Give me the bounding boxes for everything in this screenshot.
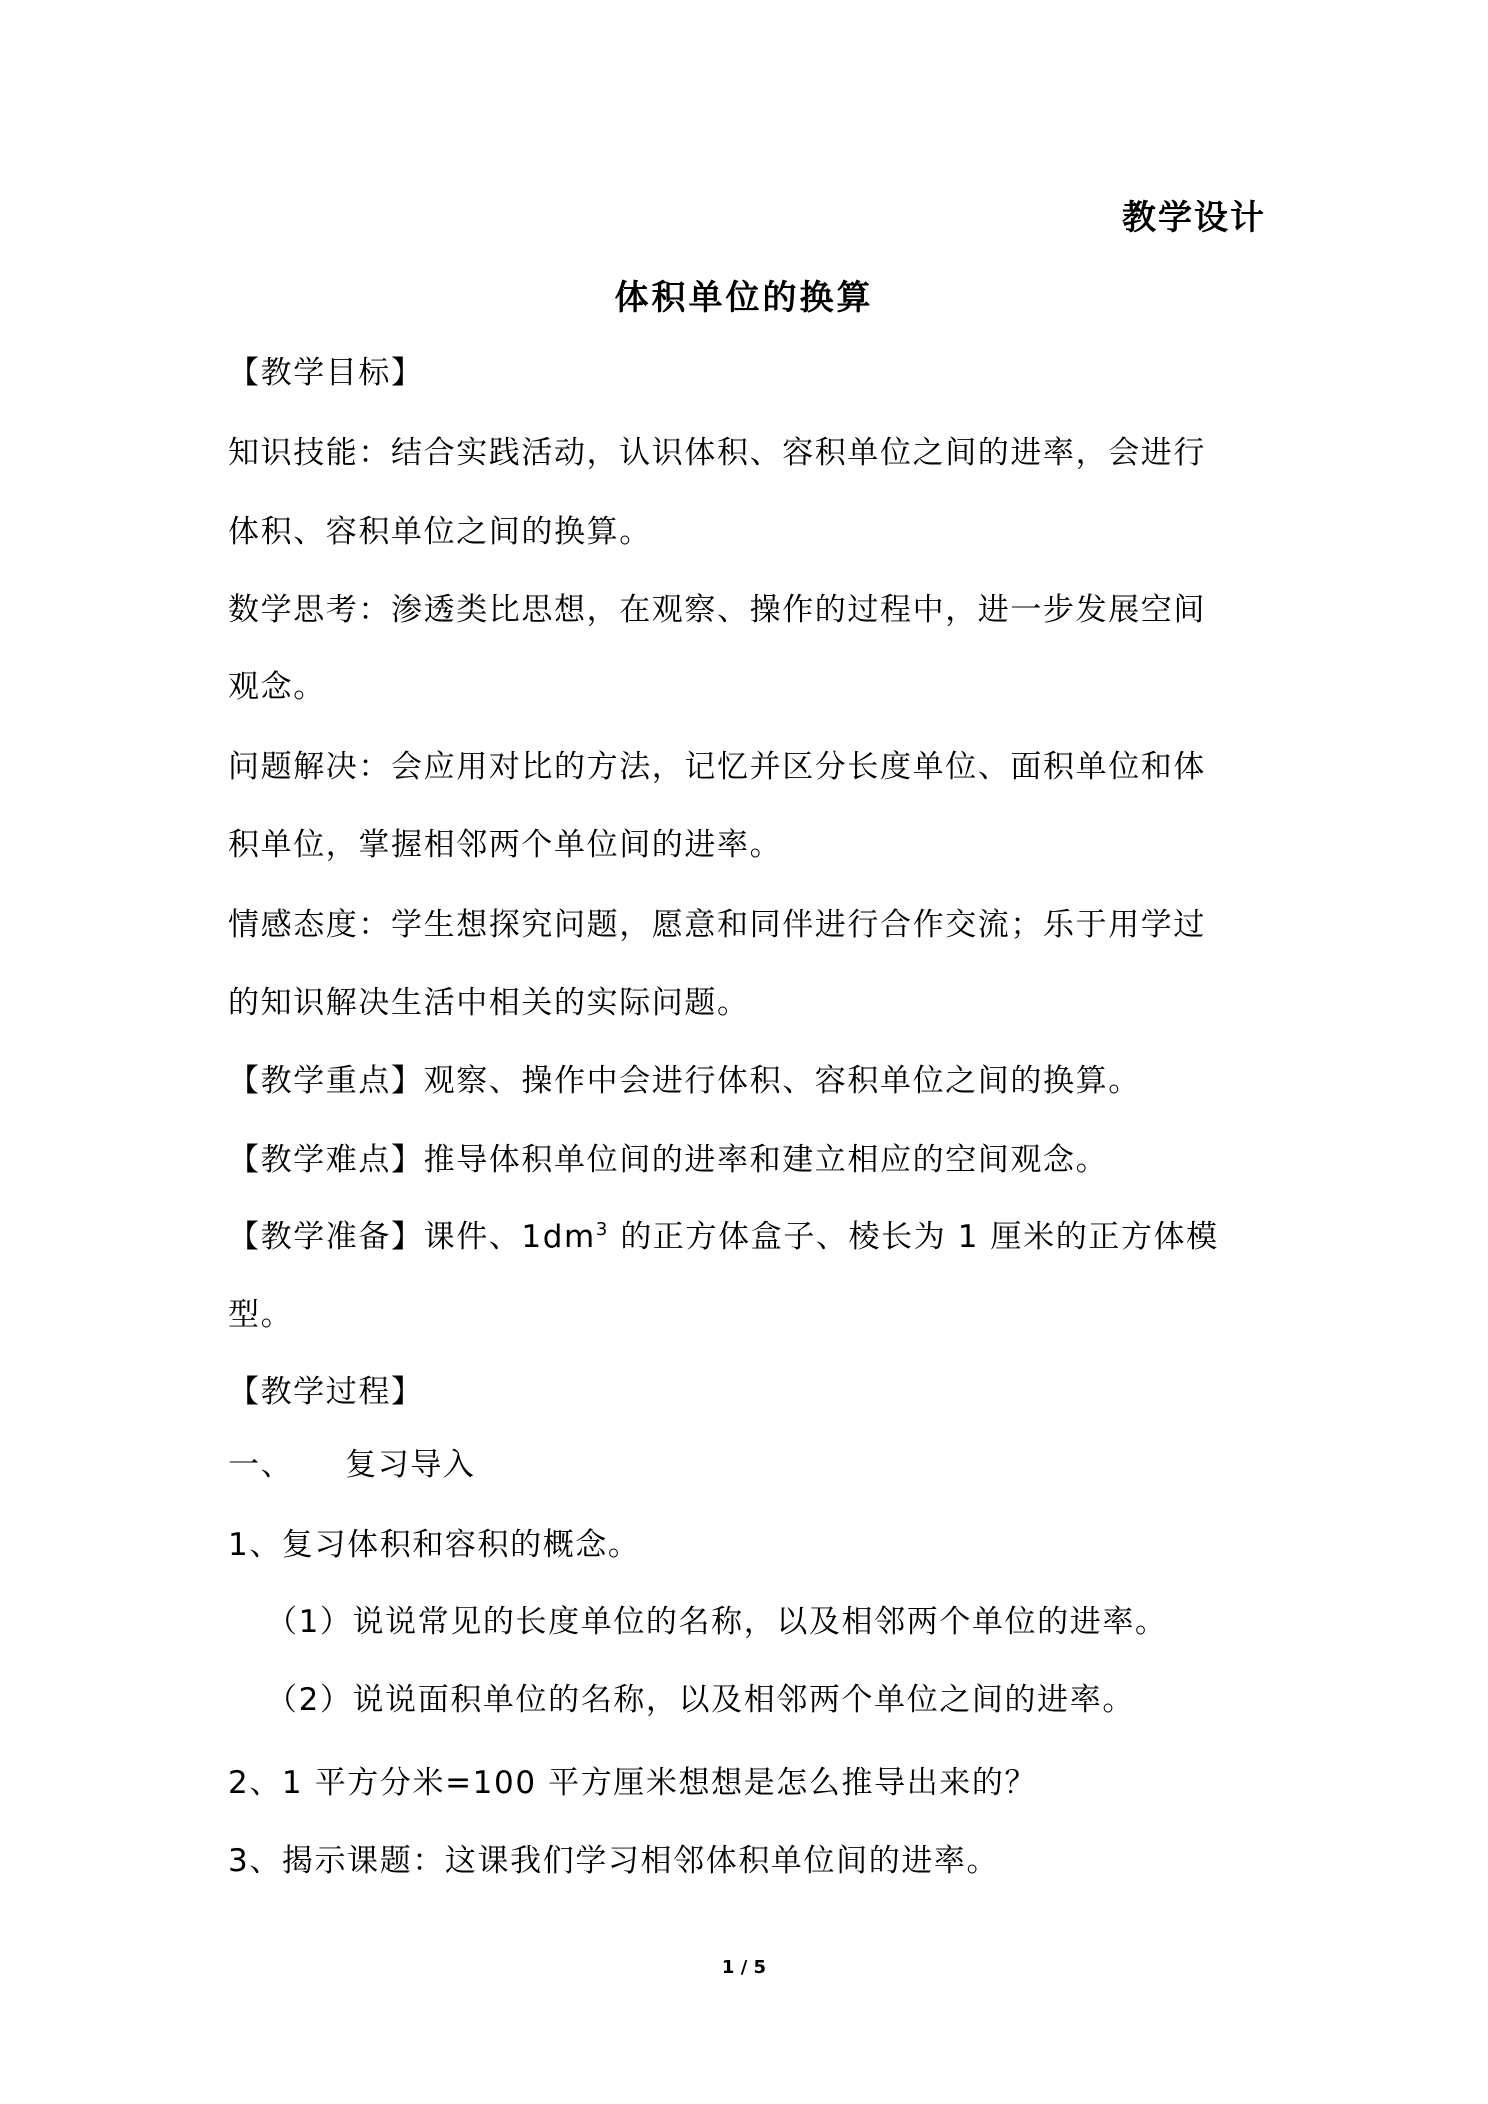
objective-problem-line2: 积单位，掌握相邻两个单位间的进率。	[228, 827, 783, 863]
objective-thinking-line2: 观念。	[228, 669, 326, 705]
objective-thinking-line1: 数学思考：渗透类比思想，在观察、操作的过程中，进一步发展空间	[228, 592, 1206, 628]
preparation-suffix: 的正方体盒子、棱长为 1 厘米的正方体模	[608, 1219, 1219, 1255]
doc-type-label: 教学设计	[1122, 198, 1266, 238]
key-point: 【教学重点】观察、操作中会进行体积、容积单位之间的换算。	[228, 1063, 1141, 1099]
list-subitem: （1）说说常见的长度单位的名称，以及相邻两个单位的进率。	[266, 1604, 1168, 1640]
page-number: 1 / 5	[721, 1957, 767, 1978]
list-item: 2、1 平方分米=100 平方厘米想想是怎么推导出来的？	[228, 1765, 1038, 1801]
objective-knowledge-line2: 体积、容积单位之间的换算。	[228, 514, 652, 550]
preparation-line2: 型。	[228, 1297, 294, 1333]
preparation-line1	[228, 1217, 1268, 1257]
preparation-prefix: 【教学准备】课件、1dm	[228, 1219, 596, 1255]
list-item: 1、复习体积和容积的概念。	[228, 1527, 641, 1563]
objective-attitude-line2: 的知识解决生活中相关的实际问题。	[228, 985, 750, 1021]
process-heading: 【教学过程】	[228, 1374, 424, 1410]
list-item: 3、揭示课题：这课我们学习相邻体积单位间的进率。	[228, 1843, 1000, 1879]
page-title: 体积单位的换算	[614, 278, 874, 318]
section-heading	[228, 1445, 1268, 1485]
objective-attitude-line1: 情感态度：学生想探究问题，愿意和同伴进行合作交流；乐于用学过	[228, 907, 1206, 943]
objective-problem-line1: 问题解决：会应用对比的方法，记忆并区分长度单位、面积单位和体	[228, 749, 1206, 785]
objective-knowledge-line1: 知识技能：结合实践活动，认识体积、容积单位之间的进率，会进行	[228, 435, 1206, 471]
objectives-heading: 【教学目标】	[228, 355, 424, 391]
list-subitem: （2）说说面积单位的名称，以及相邻两个单位之间的进率。	[266, 1682, 1135, 1718]
section-title: 复习导入	[345, 1447, 476, 1483]
difficulty: 【教学难点】推导体积单位间的进率和建立相应的空间观念。	[228, 1142, 1109, 1178]
section-number: 一、	[228, 1447, 294, 1483]
cubic-superscript: 3	[595, 1219, 609, 1240]
